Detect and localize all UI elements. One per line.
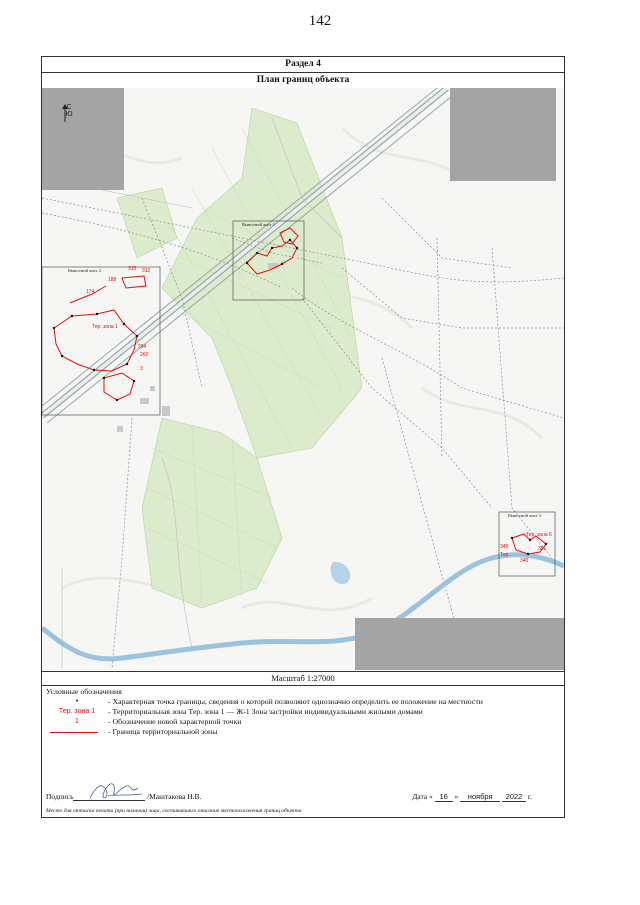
point-label: 262 [140, 352, 149, 358]
zone-label: Тер. зона 6 [526, 532, 552, 538]
point-label: 340 [520, 558, 529, 564]
point-label: 3 [140, 366, 143, 372]
inset-label: Выносной лист 3 [508, 513, 541, 518]
date-quote: » [454, 792, 459, 801]
point-label: 174 [86, 289, 95, 295]
point-symbol-icon: • [75, 698, 79, 705]
arrow-up-icon [62, 104, 68, 122]
legend [46, 687, 556, 737]
section-title: Раздел 4 [42, 57, 564, 73]
signature-row [46, 784, 560, 806]
signer-name: /Маштакова Н.В. [147, 792, 202, 801]
plan-title: План границ объекта [42, 73, 564, 89]
point-label: 264 [138, 344, 147, 350]
zone-label: Тер. зона 1 [92, 324, 118, 330]
zone-symbol: Тер. зона 1 [58, 708, 96, 715]
point-label: 188 [108, 277, 117, 283]
point-label: 315 [128, 266, 137, 272]
inset-label: Выносной лист 1 [242, 222, 275, 227]
north-arrow [62, 104, 76, 118]
page-number: 142 [308, 13, 332, 29]
inset-label: Выносной лист 2 [68, 268, 101, 273]
legend-title: Условные обозначения [46, 687, 122, 696]
boundary-line-icon [50, 732, 98, 733]
legend-item [46, 727, 556, 737]
legend-item [46, 717, 556, 727]
map-scale: Масштаб 1:27000 [42, 671, 564, 686]
legend-item [46, 707, 556, 717]
point-label: 312 [142, 268, 151, 274]
date-label: Дата « [412, 792, 433, 801]
date-year: 2022 [502, 792, 526, 802]
date-year-suffix: г. [527, 792, 532, 801]
signature-label: Подпись [46, 792, 74, 801]
new-point-symbol: 1 [75, 718, 79, 725]
point-label: 349 [500, 544, 509, 550]
date-month: ноября [460, 792, 500, 802]
south-label: Ю [65, 111, 73, 118]
date-area [412, 792, 532, 802]
date-day: 16 [435, 792, 453, 802]
handwritten-signature [86, 778, 146, 804]
legend-item-text: - Граница территориальной зоны [108, 727, 218, 736]
map-area [42, 88, 564, 670]
map-drawing [42, 88, 564, 670]
stamp-footnote: Место для оттиска печати (при наличии) лица, составившего описание местоположения границ объекта [46, 808, 302, 814]
legend-item-text: - Обозначение новой характерной точки [108, 717, 242, 726]
legend-item-text: - Территориальная зона Тер. зона 1 — Ж-1 Зона застройки индивидуальными жилыми домами [108, 707, 423, 716]
document-frame [41, 56, 565, 818]
legend-item [46, 697, 556, 707]
north-label: С [66, 104, 72, 111]
legend-item-text: - Характерная точка границы, сведения о которой позволяют однозначно определить ее положение на местности [108, 697, 483, 706]
point-label: Тер. [500, 552, 510, 558]
point-label: 351 [538, 546, 547, 552]
